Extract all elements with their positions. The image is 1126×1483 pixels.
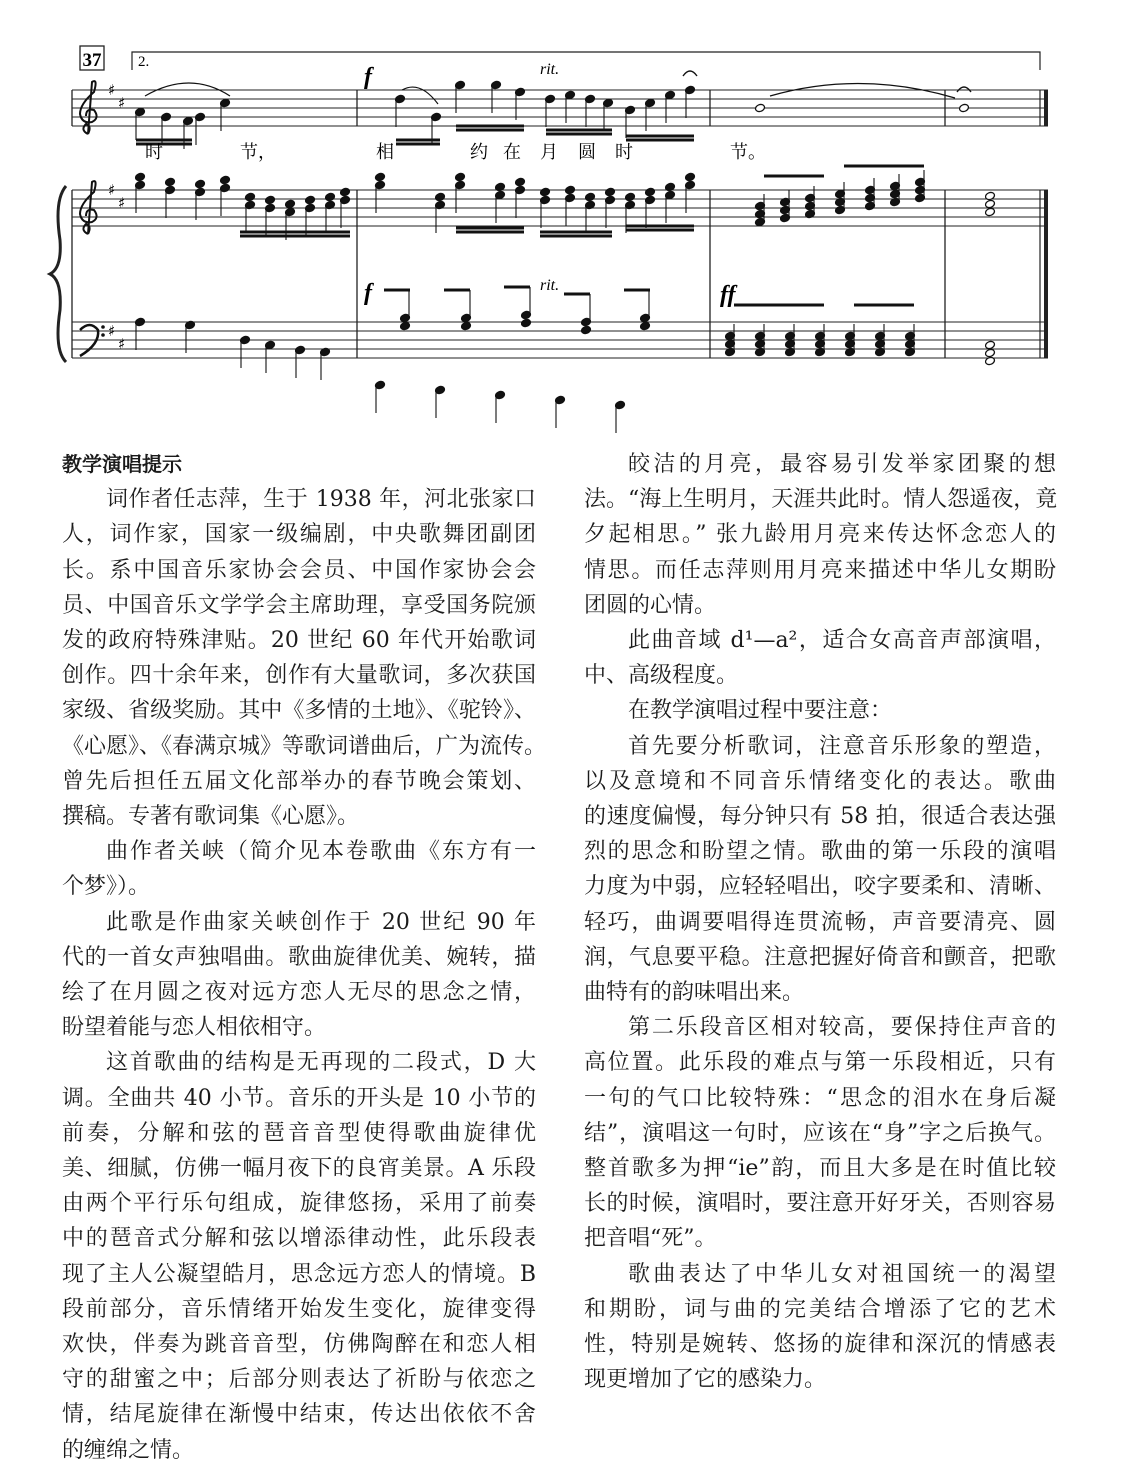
text-line: 家级、省级奖励。其中《多情的土地》、《驼铃》、 xyxy=(62,698,536,724)
sharp-icon: ♯ xyxy=(118,335,126,353)
note-head xyxy=(625,192,636,202)
left-column xyxy=(62,447,547,1463)
measure-number: 37 xyxy=(82,50,102,71)
text-line: 代的一首女声独唱曲。歌曲旋律优美、婉转，描 xyxy=(62,944,536,970)
text-line: 这首歌曲的结构是无再现的二段式，D 大 xyxy=(106,1050,536,1076)
lyric-syllable: 时 xyxy=(145,142,163,163)
text-line: 长的时候，演唱时，要注意开好牙关，否则容易 xyxy=(584,1191,1056,1217)
right-column xyxy=(584,447,1056,1397)
note-head xyxy=(285,199,296,209)
text-line: 歌曲表达了中华儿女对祖国统一的渴望 xyxy=(628,1261,1056,1287)
text-line: 一句的气口比较特殊：“思念的泪水在身后凝 xyxy=(584,1085,1056,1111)
note-head xyxy=(985,348,996,358)
text-line: 皎洁的月亮，最容易引发举家团聚的想 xyxy=(628,452,1056,477)
text-line: 段前部分，音乐情绪开始发生变化，旋律变得 xyxy=(62,1296,536,1322)
note-head xyxy=(455,172,466,182)
text-line: 曲作者关峡（简介见本卷歌曲《东方有一 xyxy=(106,839,536,865)
note-head xyxy=(565,185,576,195)
section-heading: 教学演唱提示 xyxy=(62,452,182,476)
note-head xyxy=(195,179,206,189)
lyric-syllable: 圆 xyxy=(578,142,596,163)
piano-rit-marking: rit. xyxy=(540,277,560,294)
note-head xyxy=(435,192,446,202)
text-line: 此曲音域 d¹—a²，适合女高音声部演唱， xyxy=(628,628,1056,654)
note-head xyxy=(755,103,766,113)
text-line: 盼望着能与恋人相依相守。 xyxy=(62,1015,327,1041)
fermata-icon xyxy=(683,71,697,76)
text-line: 首先要分析歌词，注意音乐形象的塑造， xyxy=(628,733,1056,759)
sharp-icon: ♯ xyxy=(118,194,126,212)
note-head xyxy=(515,177,526,187)
lyric-syllable: 节。 xyxy=(730,142,766,163)
text-line: 美、细腻，仿佛一幅月夜下的良宵美景。A 乐段 xyxy=(62,1156,536,1182)
paragraph xyxy=(62,482,547,834)
text-line: 调。全曲共 40 小节。音乐的开头是 10 小节的 xyxy=(62,1085,536,1111)
note-head xyxy=(585,192,596,202)
bass-clef-dot xyxy=(101,333,105,337)
paragraph xyxy=(62,1045,536,1467)
piano-brace xyxy=(50,186,66,362)
note-head xyxy=(245,192,256,202)
text-line: 此歌是作曲家关峡创作于 20 世纪 90 年 xyxy=(106,909,536,935)
text-line: 情思。而任志萍则用月亮来描述中华儿女期盼 xyxy=(584,557,1056,583)
text-line: 第二乐段音区相对较高，要保持住声音的 xyxy=(628,1015,1056,1041)
staff-lines xyxy=(50,81,1048,362)
note-head xyxy=(461,321,472,331)
sharp-icon: ♯ xyxy=(108,181,116,199)
text-line: 润，气息要平稳。注意把握好倚音和颤音，把歌 xyxy=(584,944,1056,970)
text-line: 守的甜蜜之中；后部分则表达了祈盼与依恋之 xyxy=(62,1367,536,1393)
text-line: 把音唱“死”。 xyxy=(584,1226,717,1252)
paragraph xyxy=(584,623,1056,693)
piano-dynamic-forte: f xyxy=(364,280,372,306)
text-line: 整首歌多为押“ie”韵，而且大多是在时值比较 xyxy=(584,1156,1056,1182)
note-head xyxy=(340,187,351,197)
text-line: 现了主人公凝望皓月，思念远方恋人的情境。B xyxy=(62,1261,536,1287)
text-line: 性，特别是婉转、悠扬的旋律和深沉的情感表 xyxy=(584,1332,1056,1358)
note-head xyxy=(645,187,656,197)
paragraph xyxy=(584,447,1056,623)
tie xyxy=(770,83,955,98)
text-line: 长。系中国音乐家协会会员、中国作家协会会 xyxy=(62,557,536,583)
piano-dynamic-fortissimo: ff xyxy=(720,282,736,308)
note-head xyxy=(985,199,996,209)
lyric-syllable: 在 xyxy=(503,142,521,163)
text-line: 结”，演唱这一句时，应该在“身”字之后换气。 xyxy=(584,1120,1056,1146)
lyric-syllable: 节， xyxy=(240,142,276,163)
text-line: 曲特有的韵味唱出来。 xyxy=(584,980,805,1006)
note-head xyxy=(165,177,176,187)
volta-bracket xyxy=(132,52,1040,70)
text-line: 和期盼，词与曲的完美结合增添了它的艺术 xyxy=(584,1296,1056,1322)
text-line: 以及意境和不同音乐情绪变化的表达。歌曲 xyxy=(584,768,1056,794)
text-line: 前奏，分解和弦的琶音音型使得歌曲旋律优 xyxy=(62,1120,536,1146)
lyric-syllable: 约 xyxy=(470,142,488,163)
dynamic-forte: f xyxy=(364,64,372,90)
text-line: 烈的思念和盼望之情。歌曲的第一乐段的演唱 xyxy=(584,839,1056,865)
lyric-syllable: 相 xyxy=(376,142,394,163)
lyric-syllable: 时 xyxy=(615,142,633,163)
note-head xyxy=(325,192,336,202)
note-head xyxy=(265,195,276,205)
note-head xyxy=(220,175,231,185)
text-line: 的速度偏慢，每分钟只有 58 拍，很适合表达强 xyxy=(584,804,1056,830)
sheet-music-score xyxy=(0,0,1126,420)
note-head xyxy=(640,321,651,331)
text-line: 的缠绵之情。 xyxy=(62,1437,195,1463)
paragraph xyxy=(584,1010,1056,1256)
bass-clef-dot xyxy=(101,325,105,329)
sharp-icon: ♯ xyxy=(108,81,116,99)
note-head xyxy=(305,195,316,205)
note-head xyxy=(985,207,996,217)
text-line: 曾先后担任五届文化部举办的春节晚会策划、 xyxy=(62,768,536,794)
text-line: 《心愿》、《春满京城》等歌词谱曲后，广为流传。 xyxy=(62,733,547,759)
note-head xyxy=(400,321,411,331)
volta-label: 2. xyxy=(138,54,150,70)
text-line: 词作者任志萍，生于 1938 年，河北张家口 xyxy=(106,487,536,513)
paragraph xyxy=(584,1257,1056,1398)
text-line: 团圆的心情。 xyxy=(584,592,717,618)
text-line: 创作。四十余年来，创作有大量歌词，多次获国 xyxy=(62,663,536,689)
sharp-icon: ♯ xyxy=(108,322,116,340)
text-line: 情，结尾旋律在渐慢中结束，传达出依依不舍 xyxy=(62,1402,536,1428)
text-line: 撰稿。专著有歌词集《心愿》。 xyxy=(62,804,360,830)
text-line: 绘了在月圆之夜对远方恋人无尽的思念之情， xyxy=(62,980,536,1006)
text-line: 员、中国音乐文学学会主席助理，享受国务院颁 xyxy=(62,592,536,618)
note-head xyxy=(959,103,970,113)
paragraph xyxy=(584,693,1056,728)
text-line: 夕起相思。” 张九龄用月亮来传达怀念恋人的 xyxy=(584,522,1056,548)
note-head xyxy=(985,340,996,350)
text-line: 人，词作家，国家一级编剧，中央歌舞团副团 xyxy=(62,522,536,548)
note-head xyxy=(581,325,592,335)
rit-marking: rit. xyxy=(540,61,560,78)
paragraph xyxy=(62,905,536,1046)
text-line: 现更增加了它的感染力。 xyxy=(584,1367,827,1393)
notes xyxy=(135,71,996,433)
text-line: 法。“海上生明月，天涯共此时。情人怨遥夜，竟 xyxy=(584,487,1058,513)
text-line: 力度为中弱，应轻轻唱出，咬字要柔和、清晰、 xyxy=(584,874,1056,900)
note-head xyxy=(375,172,386,182)
text-line: 在教学演唱过程中要注意： xyxy=(628,698,893,724)
note-head xyxy=(605,187,616,197)
paragraph xyxy=(62,834,536,904)
text-line: 中的琶音式分解和弦以增添律动性，此乐段表 xyxy=(62,1226,536,1252)
lyric-syllable: 月 xyxy=(540,142,558,163)
sharp-icon: ♯ xyxy=(118,94,126,112)
text-line: 轻巧，曲调要唱得连贯流畅，声音要清亮、圆 xyxy=(584,909,1056,935)
text-line: 由两个平行乐句组成，旋律悠扬，采用了前奏 xyxy=(62,1191,536,1217)
paragraph xyxy=(584,729,1056,1011)
lyrics xyxy=(145,142,766,163)
text-line: 欢快，伴奏为跳音音型，仿佛陶醉在和恋人相 xyxy=(62,1332,536,1358)
note-head xyxy=(540,187,551,197)
note-head xyxy=(135,172,146,182)
text-line: 发的政府特殊津贴。20 世纪 60 年代开始歌词 xyxy=(62,628,536,654)
note-head xyxy=(521,318,532,328)
text-line: 个梦》）。 xyxy=(62,874,151,900)
text-line: 高位置。此乐段的难点与第一乐段相近，只有 xyxy=(584,1050,1056,1076)
text-line: 中、高级程度。 xyxy=(584,663,739,689)
note-head xyxy=(685,172,696,182)
